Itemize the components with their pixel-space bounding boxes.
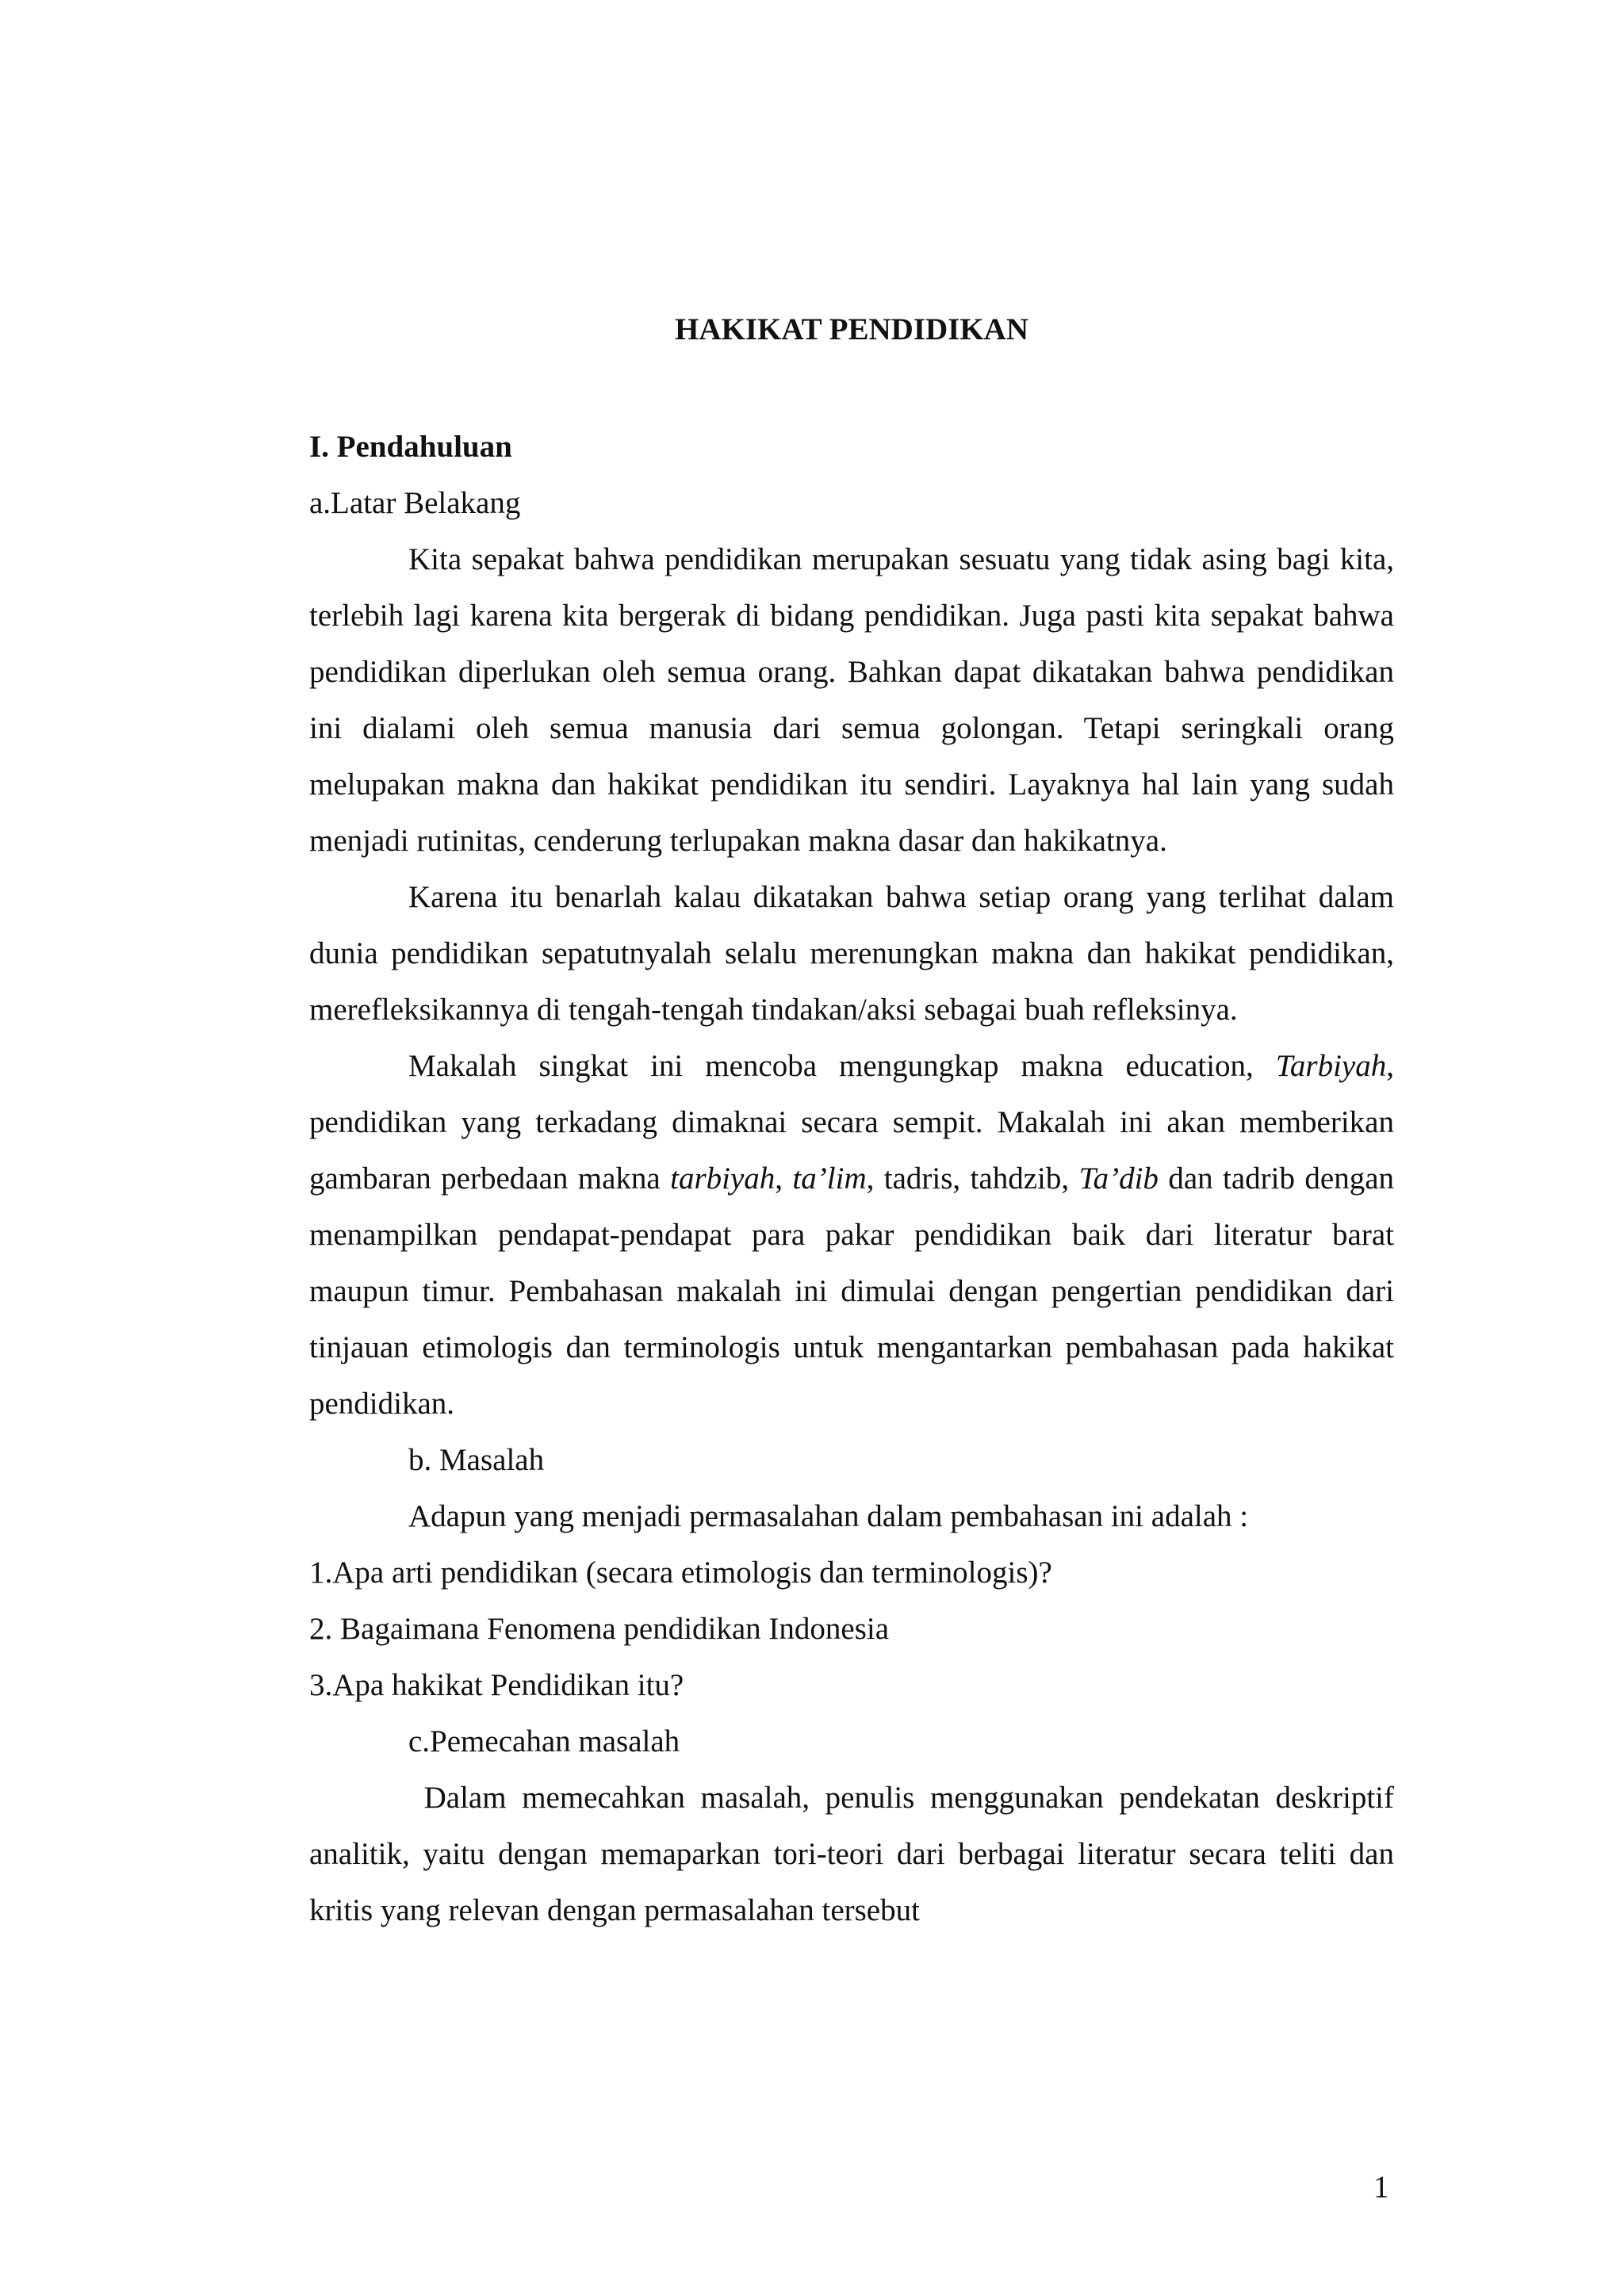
paragraph-1: Kita sepakat bahwa pendidikan merupakan sesuatu yang tidak asing bagi kita, terlebih lagi karena kita bergerak di bidang pendidikan. Juga pasti kita sepakat bahwa pendidikan diperlukan oleh semua orang. Bahkan dapat dikatakan bahwa pendidikan ini dialami oleh semua manusia dari semua golongan. Tetapi seringkali orang melupakan makna dan hakikat pendidikan itu sendiri. Layaknya hal lain yang sudah menjadi rutinitas, cenderung terlupakan makna dasar dan hakikatnya. — [309, 542, 1394, 858]
paragraph-3-italic-tarbiyah-lower: tarbiyah — [670, 1161, 776, 1196]
list-item-3: 3.Apa hakikat Pendidikan itu? — [309, 1668, 684, 1702]
list-item-2: 2. Bagaimana Fenomena pendidikan Indonesia — [309, 1612, 890, 1646]
paragraph-4: Adapun yang menjadi permasalahan dalam pembahasan ini adalah : — [408, 1499, 1249, 1533]
list-item-1: 1.Apa arti pendidikan (secara etimologis dan terminologis)? — [309, 1556, 1052, 1590]
paragraph-3-text-2: , pendidikan yang terkadang dimaknai secara sempit. Makalah ini akan memberikan gambaran perbedaan makna — [309, 1049, 1394, 1196]
paragraph-3-text-4: , tadris, tahdzib, — [866, 1161, 1079, 1196]
paragraph-3-text-3: , — [775, 1161, 793, 1196]
paragraph-3-text-5: dan tadrib dengan menampilkan pendapat-pendapat para pakar pendidikan baik dari literatur barat maupun timur. Pembahasan makalah ini dimulai dengan pengertian pendidikan dari tinjauan etimologis dan terminologis untuk mengantarkan pembahasan pada hakikat pendidikan. — [309, 1161, 1395, 1421]
page-number: 1 — [1373, 2170, 1389, 2204]
document-title: HAKIKAT PENDIDIKAN — [674, 312, 1029, 346]
paragraph-3-italic-tadib: Ta’dib — [1078, 1161, 1159, 1196]
paragraph-3-text-1: Makalah singkat ini mencoba mengungkap makna education, — [408, 1049, 1276, 1083]
subheading-pemecahan-masalah: c.Pemecahan masalah — [408, 1724, 680, 1758]
paragraph-2: Karena itu benarlah kalau dikatakan bahwa setiap orang yang terlihat dalam dunia pendidikan sepatutnyalah selalu merenungkan makna dan hakikat pendidikan, merefleksikannya di tengah-tengah tindakan/aksi sebagai buah refleksinya. — [309, 880, 1394, 1027]
section-heading: I. Pendahuluan — [309, 430, 512, 464]
subheading-latar-belakang: a.Latar Belakang — [309, 486, 521, 520]
document-page — [309, 301, 1402, 1938]
paragraph-3 — [309, 1038, 1394, 1432]
paragraph-3-italic-tarbiyah: Tarbiyah — [1275, 1049, 1387, 1083]
subheading-masalah: b. Masalah — [408, 1443, 545, 1477]
paragraph-3-italic-talim: ta’lim — [792, 1161, 867, 1196]
paragraph-5: Dalam memecahkan masalah, penulis menggunakan pendekatan deskriptif analitik, yaitu dengan memaparkan tori-teori dari berbagai literatur secara teliti dan kritis yang relevan dengan permasalahan tersebut — [309, 1781, 1402, 1927]
